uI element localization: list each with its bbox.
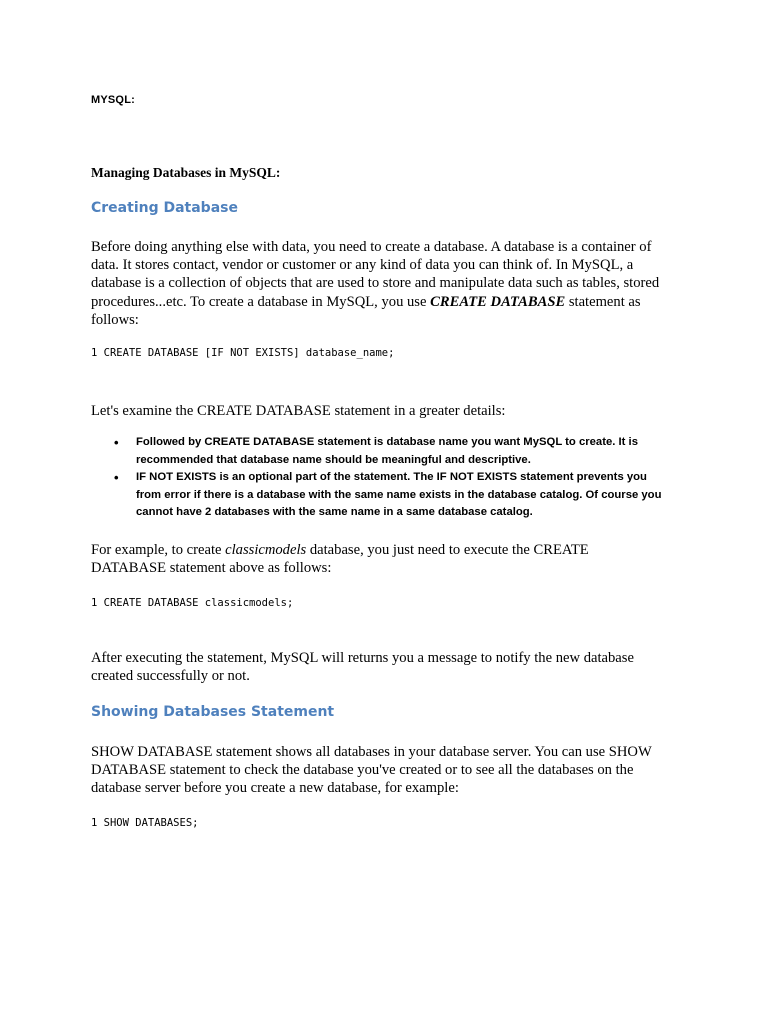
- list-item: [112, 469, 672, 522]
- paragraph-example: [91, 541, 661, 577]
- paragraph-example-tail: database, you just need to execute the CREATE DATABASE statement above as follows:: [91, 542, 589, 577]
- list-item: [112, 434, 672, 469]
- heading-showing-databases: Showing Databases Statement: [91, 704, 335, 720]
- code-create-database: 1 CREATE DATABASE [IF NOT EXISTS] database_name;: [91, 347, 395, 359]
- heading-creating-database: Creating Database: [91, 200, 238, 216]
- bullet-icon: •: [114, 470, 119, 485]
- paragraph-example-text: For example, to create: [91, 542, 226, 558]
- section-title: Managing Databases in MySQL:: [91, 165, 281, 180]
- paragraph-intro: [91, 238, 661, 329]
- bullet-text: IF NOT EXISTS is an optional part of the statement. The IF NOT EXISTS statement prevents you from error if there is a database with the same name exists in the database catalog. Of course you cannot have 2 databases with the same name in a same database catalog.: [136, 471, 662, 518]
- paragraph-intro-keyword: CREATE DATABASE: [430, 293, 566, 310]
- code-create-classicmodels: 1 CREATE DATABASE classicmodels;: [91, 597, 294, 609]
- bullet-icon: •: [114, 435, 119, 450]
- bullet-text: Followed by CREATE DATABASE statement is database name you want MySQL to create. It is recommended that database name should be meaningful and descriptive.: [136, 436, 638, 466]
- bullet-list: [112, 434, 672, 522]
- paragraph-intro-text: Before doing anything else with data, you need to create a database. A database is a container of data. It stores contact, vendor or customer or any kind of data you can think of. In MySQL, a database is a collection of objects that are used to store and manipulate data such as tables, stored procedures...etc. To create a database in MySQL, you use: [91, 239, 660, 310]
- paragraph-examine: Let's examine the CREATE DATABASE statement in a greater details:: [91, 403, 506, 419]
- code-show-databases: 1 SHOW DATABASES;: [91, 817, 199, 829]
- document-label: MYSQL:: [91, 94, 135, 106]
- paragraph-after-executing: After executing the statement, MySQL will returns you a message to notify the new database created successfully or not.: [91, 650, 634, 685]
- paragraph-intro-tail: statement as follows:: [91, 293, 641, 328]
- paragraph-show-databases: SHOW DATABASE statement shows all databases in your database server. You can use SHOW DATABASE statement to check the database you've created or to see all the databases on the database server before you create a new database, for example:: [91, 744, 652, 797]
- paragraph-example-dbname: classicmodels: [225, 542, 307, 558]
